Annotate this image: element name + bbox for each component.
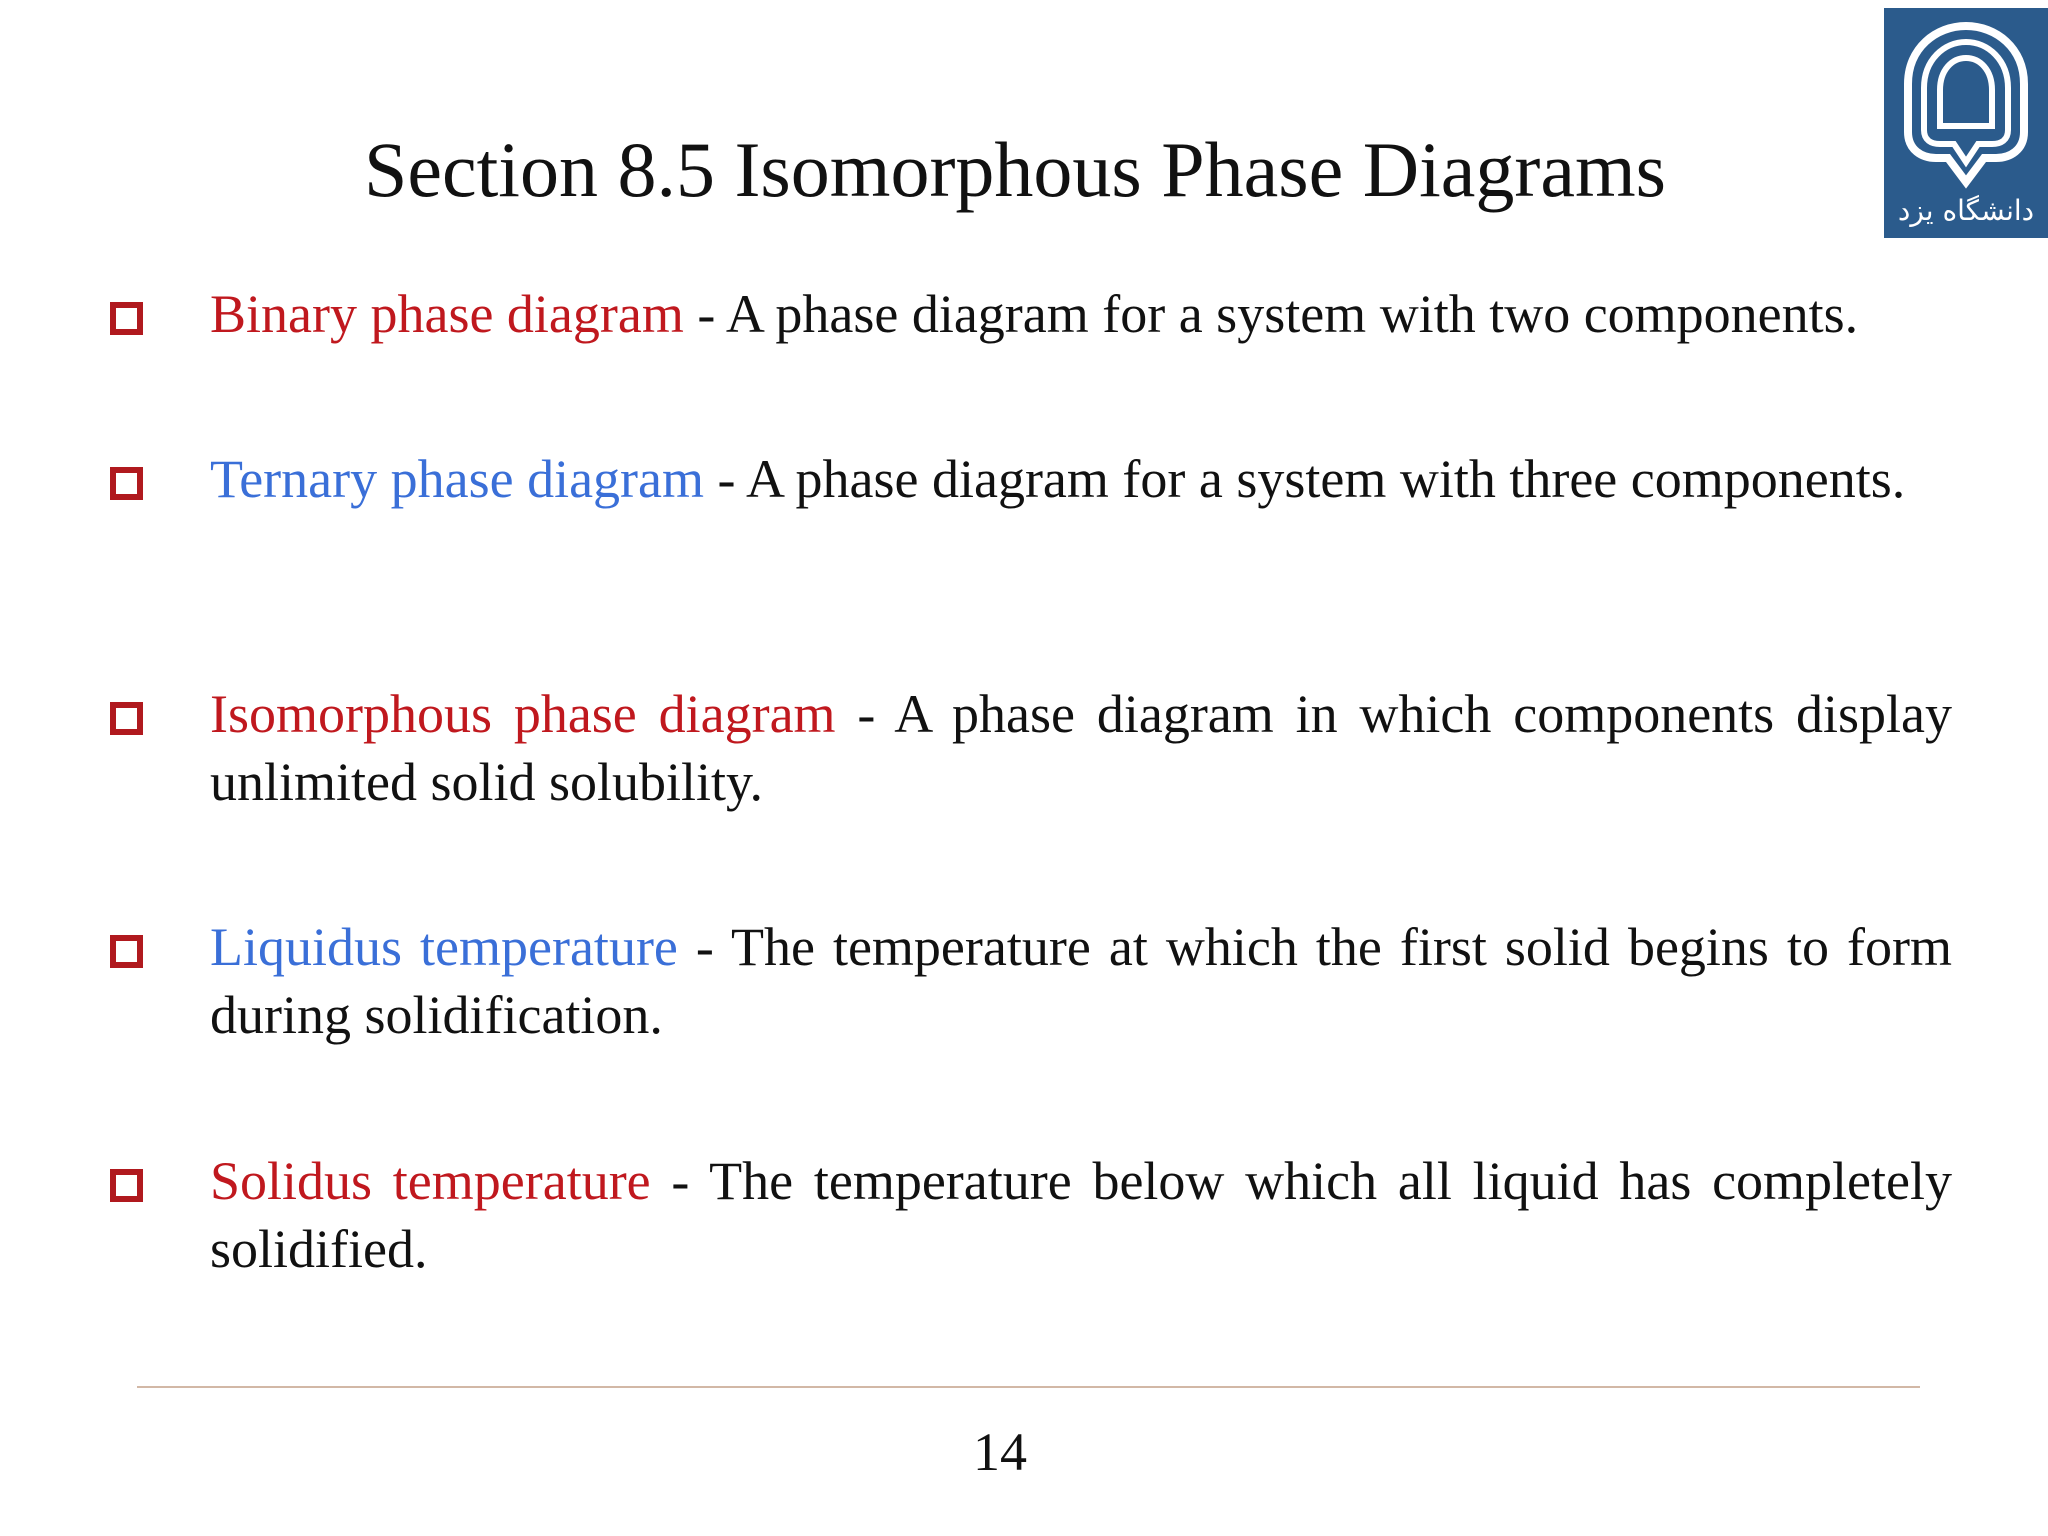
page-number: 14 — [973, 1422, 1027, 1482]
footer-divider — [137, 1386, 1920, 1388]
definition: - A phase diagram for a system with two components. — [683, 284, 1859, 344]
bullet-square-icon — [110, 1169, 143, 1202]
bullet-square-icon — [110, 302, 143, 335]
definition: - The temperature below which all liquid has completely solidified. — [210, 1151, 1952, 1279]
bullet-square-icon — [110, 935, 143, 968]
term: Solidus temperature — [210, 1151, 651, 1211]
bullet-text — [210, 680, 1952, 816]
definition: - A phase diagram for a system with three components. — [704, 449, 1906, 509]
bullet-text — [210, 445, 1952, 513]
term: Liquidus temperature — [210, 917, 678, 977]
term: Binary phase diagram — [210, 284, 684, 344]
bullet-text — [210, 1147, 1952, 1283]
slide-title: Section 8.5 Isomorphous Phase Diagrams — [363, 126, 1666, 213]
term: Ternary phase diagram — [210, 449, 704, 509]
bullet-square-icon — [110, 702, 143, 735]
logo-text: دانشگاه یزد — [1897, 194, 2035, 227]
bullet-square-icon — [110, 467, 143, 500]
bullet-text — [210, 913, 1952, 1049]
term: Isomorphous phase diagram — [210, 684, 836, 744]
definition: - The temperature at which the first solid begins to form during solidification. — [210, 917, 1952, 1045]
definition: - A phase diagram in which components display unlimited solid solubility. — [210, 684, 1953, 812]
bullet-text — [210, 280, 1952, 348]
